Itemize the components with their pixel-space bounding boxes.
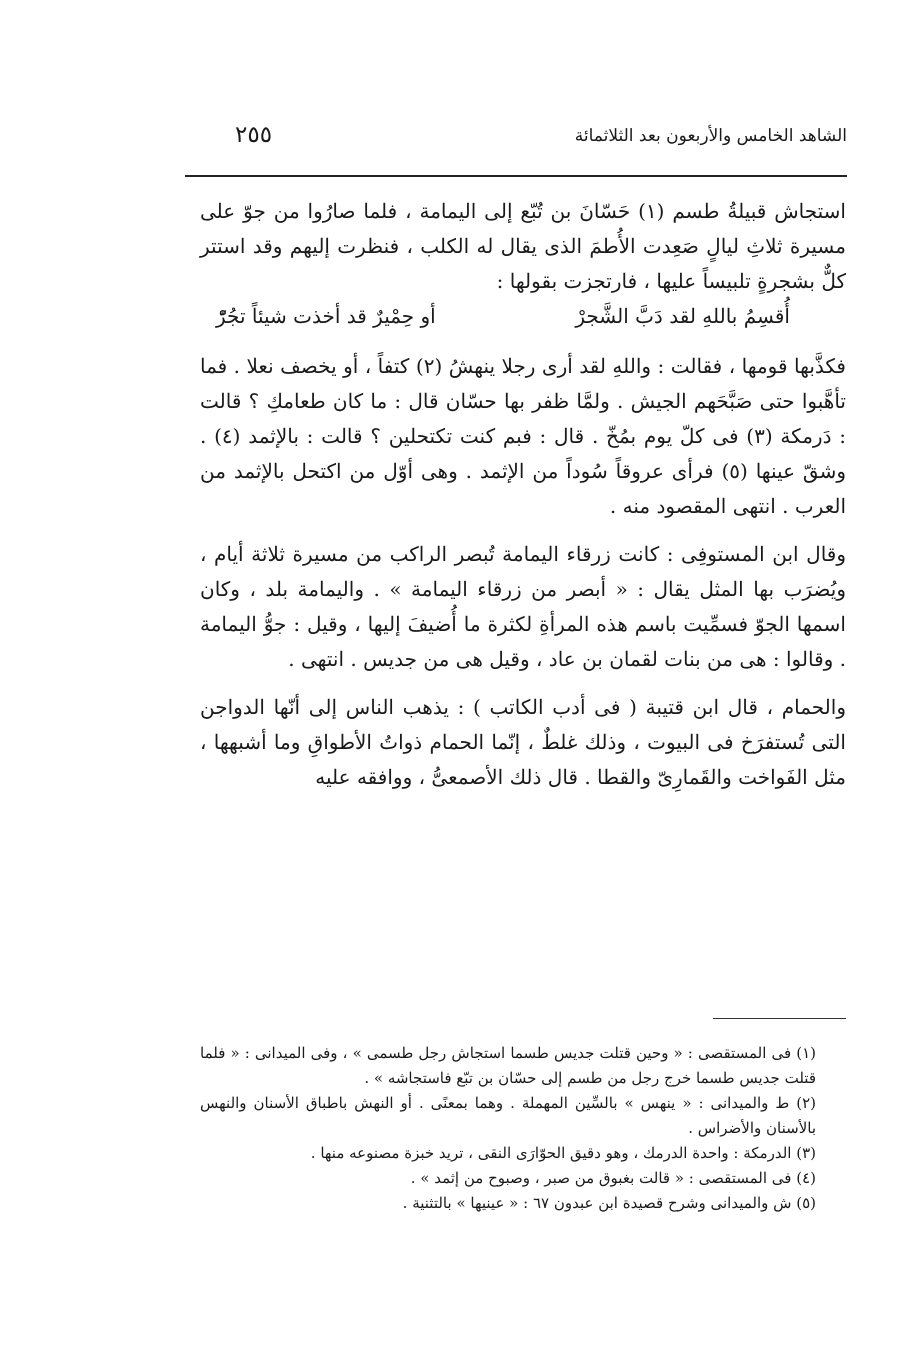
page-header <box>185 122 847 158</box>
paragraph-4: والحمام ، قال ابن قتيبة ( فى أدب الكاتب ) : يذهب الناس إلى أنّها الدواجن التى تُستفرَخ فى البيوت ، وذلك غلطٌ ، إنّما الحمام ذواتُ الأطواقِ وما أشبهها ، مثل الفَواخت والقَمارِىّ والقطا . قال ذلك الأصمعىُّ ، ووافقه عليه <box>200 695 846 789</box>
footnote-rule <box>713 1018 846 1019</box>
footnote-5: (٥) ش والميدانى وشرح قصيدة ابن عبدون ٦٧ : « عينيها » بالتثنية . <box>402 1194 816 1212</box>
page-number: ٢٥٥ <box>235 122 273 148</box>
verse-second-hemistich: أو حِمْيرٌ قد أخذت شيئاً تجُرّْ <box>216 304 436 328</box>
footnote-4: (٤) فى المستقصى : « قالت بغبوق من صبر ، وصبوح من إثمد » . <box>410 1169 816 1187</box>
footnote-3: (٣) الدرمكة : واحدة الدرمك ، وهو دقيق الحوّارَى النقى ، تريد خبزة مصنوعه منها . <box>310 1144 816 1162</box>
main-text <box>200 194 846 795</box>
paragraph-2: فكذَّبها قومها ، فقالت : واللهِ لقد أرى رجلا ينهشُ (٢) كتفاً ، أو يخصف نعلا . فما تأهَّبوا حتى صَبَّحَهم الجيش . ولمَّا ظفر بها حسّان قال : ما كان طعامكِ ؟ قالت : دَرمكة (٣) فى كلّ يوم بمُخّ . قال : فبم كنت تكتحلين ؟ قالت : بالإثمد (٤) . وشقّ عينها (٥) فرأى عروقاً سُوداً من الإثمد . وهى أوّل من اكتحل بالإثمد من العرب . انتهى المقصود منه . <box>200 354 846 518</box>
footnotes <box>200 1041 846 1216</box>
paragraph-3: وقال ابن المستوفِى : كانت زرقاء اليمامة تُبصر الراكب من مسيرة ثلاثة أيام ، ويُضرَب بها المثل يقال : « أبصر من زرقاء اليمامة » . واليمامة بلد ، وكان اسمها الجوّ فسمِّيت باسم هذه المرأةِ لكثرة ما أُضيفَ إليها ، وقيل : جوُّ اليمامة . وقالوا : هى من بنات لقمان بن عاد ، وقيل هى من جديس . انتهى . <box>200 542 846 671</box>
verse-first-hemistich: أُقسِمُ باللهِ لقد دَبَّ الشَّجرْ <box>575 304 790 328</box>
running-title: الشاهد الخامس والأربعون بعد الثلاثمائة <box>574 126 847 146</box>
paragraph-1: استجاش قبيلةُ طسم (١) حَسّانَ بن تُبّع إلى اليمامة ، فلما صارُوا من جوّ على مسيرة ثلاثِ ليالٍ صَعِدت الأُطمَ الذى يقال له الكلب ، فنظرت إليهم وقد استتر كلٌّ بشجرةٍ تلبيساً عليها ، فارتجزت بقولها : <box>200 199 846 293</box>
footnote-2: (٢) ط والميدانى : « ينهس » بالسِّين المهملة . وهما بمعنًى . أو النهش باطباق الأسنان والنهس بالأسنان والأضراس . <box>200 1094 816 1137</box>
poetry-verse <box>200 299 846 336</box>
footnote-1: (١) فى المستقصى : « وحين قتلت جديس طسما استجاش رجل طسمى » ، وفى الميدانى : « فلما قتلت جديس طسما خرج رجل من طسم إلى حسّان بن تبّع فاستجاشه » . <box>200 1044 817 1087</box>
header-rule <box>185 175 847 177</box>
